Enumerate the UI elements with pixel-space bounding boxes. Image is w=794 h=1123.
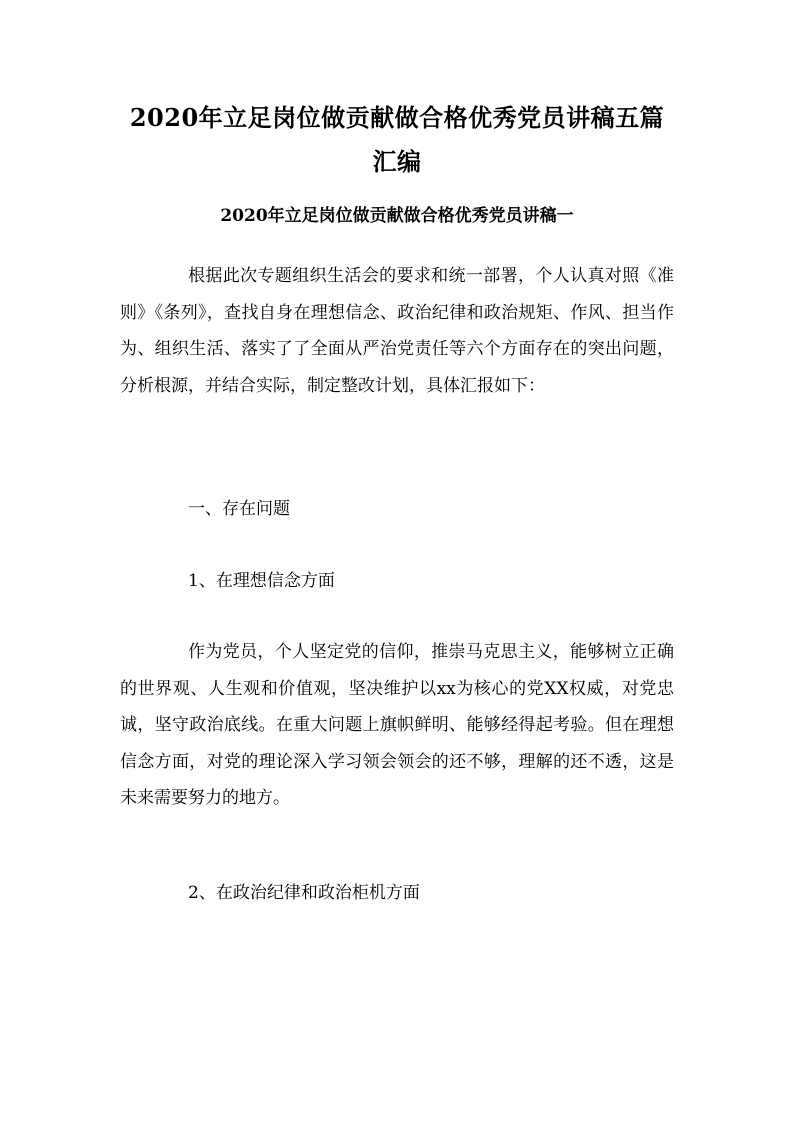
document-title: 2020年立足岗位做贡献做合格优秀党员讲稿五篇汇编 <box>129 103 665 176</box>
speech-subtitle: 2020年立足岗位做贡献做合格优秀党员讲稿一 <box>220 206 574 226</box>
item-heading-discipline: 2、在政治纪律和政治柜机方面 <box>188 883 420 903</box>
section-heading-issues: 一、存在问题 <box>188 499 290 519</box>
ideals-paragraph: 作为党员，个人坚定党的信仰，推崇马克思主义，能够树立正确的世界观、人生观和价值观，坚决维护以xx为核心的党XX权威，对党忠诚，坚守政治底线。在重大问题上旗帜鲜明、能够经得起考验。但在理想信念方面，对党的理论深入学习领会领会的还不够，理解的还不透，这是未来需要努力的地方。 <box>120 642 674 808</box>
intro-paragraph: 根据此次专题组织生活会的要求和统一部署，个人认真对照《准则》《条列》，查找自身在理想信念、政治纪律和政治规矩、作风、担当作为、组织生活、落实了了全面从严治党责任等六个方面存在的突出问题，分析根源，并结合实际，制定整改计划，具体汇报如下： <box>120 266 674 396</box>
item-heading-ideals: 1、在理想信念方面 <box>188 571 335 591</box>
